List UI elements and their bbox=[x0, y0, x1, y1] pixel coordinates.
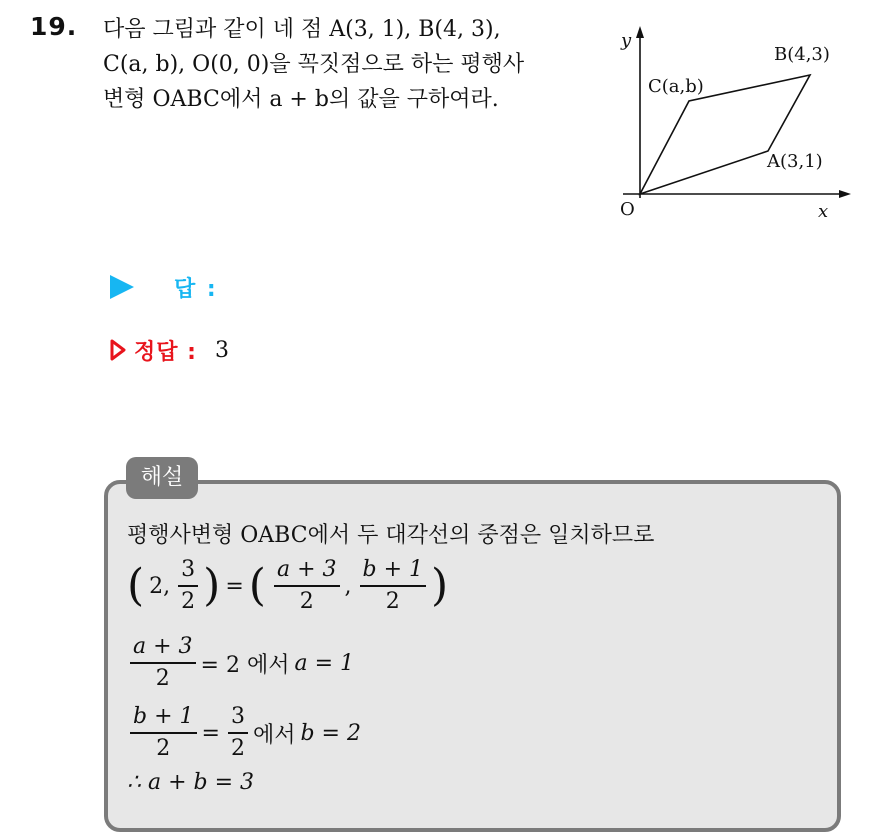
fraction-denominator: 2 bbox=[156, 736, 171, 761]
equation-result: b = 2 bbox=[300, 720, 361, 746]
answer-label: 답 : bbox=[174, 276, 218, 302]
fraction-a-plus-3-over-2 bbox=[130, 632, 196, 694]
fraction-b-plus-1-over-2 bbox=[360, 555, 427, 617]
fraction-a-plus-3-over-2 bbox=[274, 555, 340, 617]
equals-sign: = bbox=[225, 573, 244, 599]
point-c-label: C(a,b) bbox=[648, 76, 704, 97]
explanation-equation-2 bbox=[127, 632, 359, 694]
play-triangle-icon bbox=[110, 275, 134, 299]
explanation-line-1: 평행사변형 OABC에서 두 대각선의 중점은 일치하므로 bbox=[127, 523, 655, 548]
equation-middle: 에서 bbox=[252, 722, 296, 748]
fraction-3-over-2 bbox=[178, 555, 198, 617]
fraction-numerator: a + 3 bbox=[274, 555, 340, 587]
equation-result: a = 1 bbox=[294, 650, 355, 676]
right-open-paren: ( bbox=[248, 560, 266, 611]
correct-answer-label: 정답 : bbox=[134, 339, 197, 365]
figure-svg bbox=[615, 12, 860, 227]
y-axis-arrow-icon bbox=[636, 26, 644, 38]
fraction-numerator: b + 1 bbox=[130, 702, 197, 734]
left-close-paren: ) bbox=[203, 560, 221, 611]
question-line-2: C(a, b), O(0, 0)을 꼭짓점으로 하는 평행사 bbox=[103, 52, 525, 77]
outline-triangle-icon bbox=[110, 339, 126, 361]
explanation-equation-1 bbox=[127, 555, 453, 617]
fraction-denominator: 2 bbox=[230, 736, 245, 761]
parallelogram-figure bbox=[615, 12, 860, 227]
right-close-paren: ) bbox=[431, 560, 449, 611]
fraction-denominator: 2 bbox=[155, 666, 170, 691]
fraction-denominator: 2 bbox=[181, 589, 196, 614]
equals-sign: = bbox=[201, 720, 220, 746]
fraction-numerator: 3 bbox=[178, 555, 198, 587]
y-axis-label: y bbox=[621, 30, 632, 51]
comma: , bbox=[344, 573, 352, 599]
fraction-3-over-2 bbox=[228, 702, 248, 764]
left-open-paren: ( bbox=[127, 560, 145, 611]
left-coordinate-x: 2, bbox=[149, 573, 171, 599]
fraction-denominator: 2 bbox=[299, 589, 314, 614]
correct-answer-row bbox=[110, 333, 229, 367]
origin-label: O bbox=[620, 199, 635, 220]
x-axis-label: x bbox=[818, 201, 829, 222]
fraction-numerator: b + 1 bbox=[360, 555, 427, 587]
fraction-numerator: 3 bbox=[228, 702, 248, 734]
point-a-label: A(3,1) bbox=[767, 151, 823, 172]
fraction-b-plus-1-over-2 bbox=[130, 702, 197, 764]
explanation-equation-3 bbox=[127, 702, 366, 764]
question-number: 19. bbox=[30, 12, 78, 41]
question-line-3: 변형 OABC에서 a + b의 값을 구하여라. bbox=[103, 87, 499, 112]
fraction-numerator: a + 3 bbox=[130, 632, 196, 664]
explanation-tab: 해설 bbox=[126, 457, 198, 499]
equation-middle: = 2 에서 bbox=[200, 652, 290, 678]
x-axis-arrow-icon bbox=[839, 190, 851, 198]
question-line-1: 다음 그림과 같이 네 점 A(3, 1), B(4, 3), bbox=[103, 17, 501, 42]
explanation-conclusion: ∴ a + b = 3 bbox=[127, 770, 255, 795]
correct-answer-value: 3 bbox=[214, 337, 229, 363]
answer-row bbox=[110, 270, 218, 304]
fraction-denominator: 2 bbox=[385, 589, 400, 614]
point-b-label: B(4,3) bbox=[774, 44, 830, 65]
question-text bbox=[103, 12, 593, 117]
